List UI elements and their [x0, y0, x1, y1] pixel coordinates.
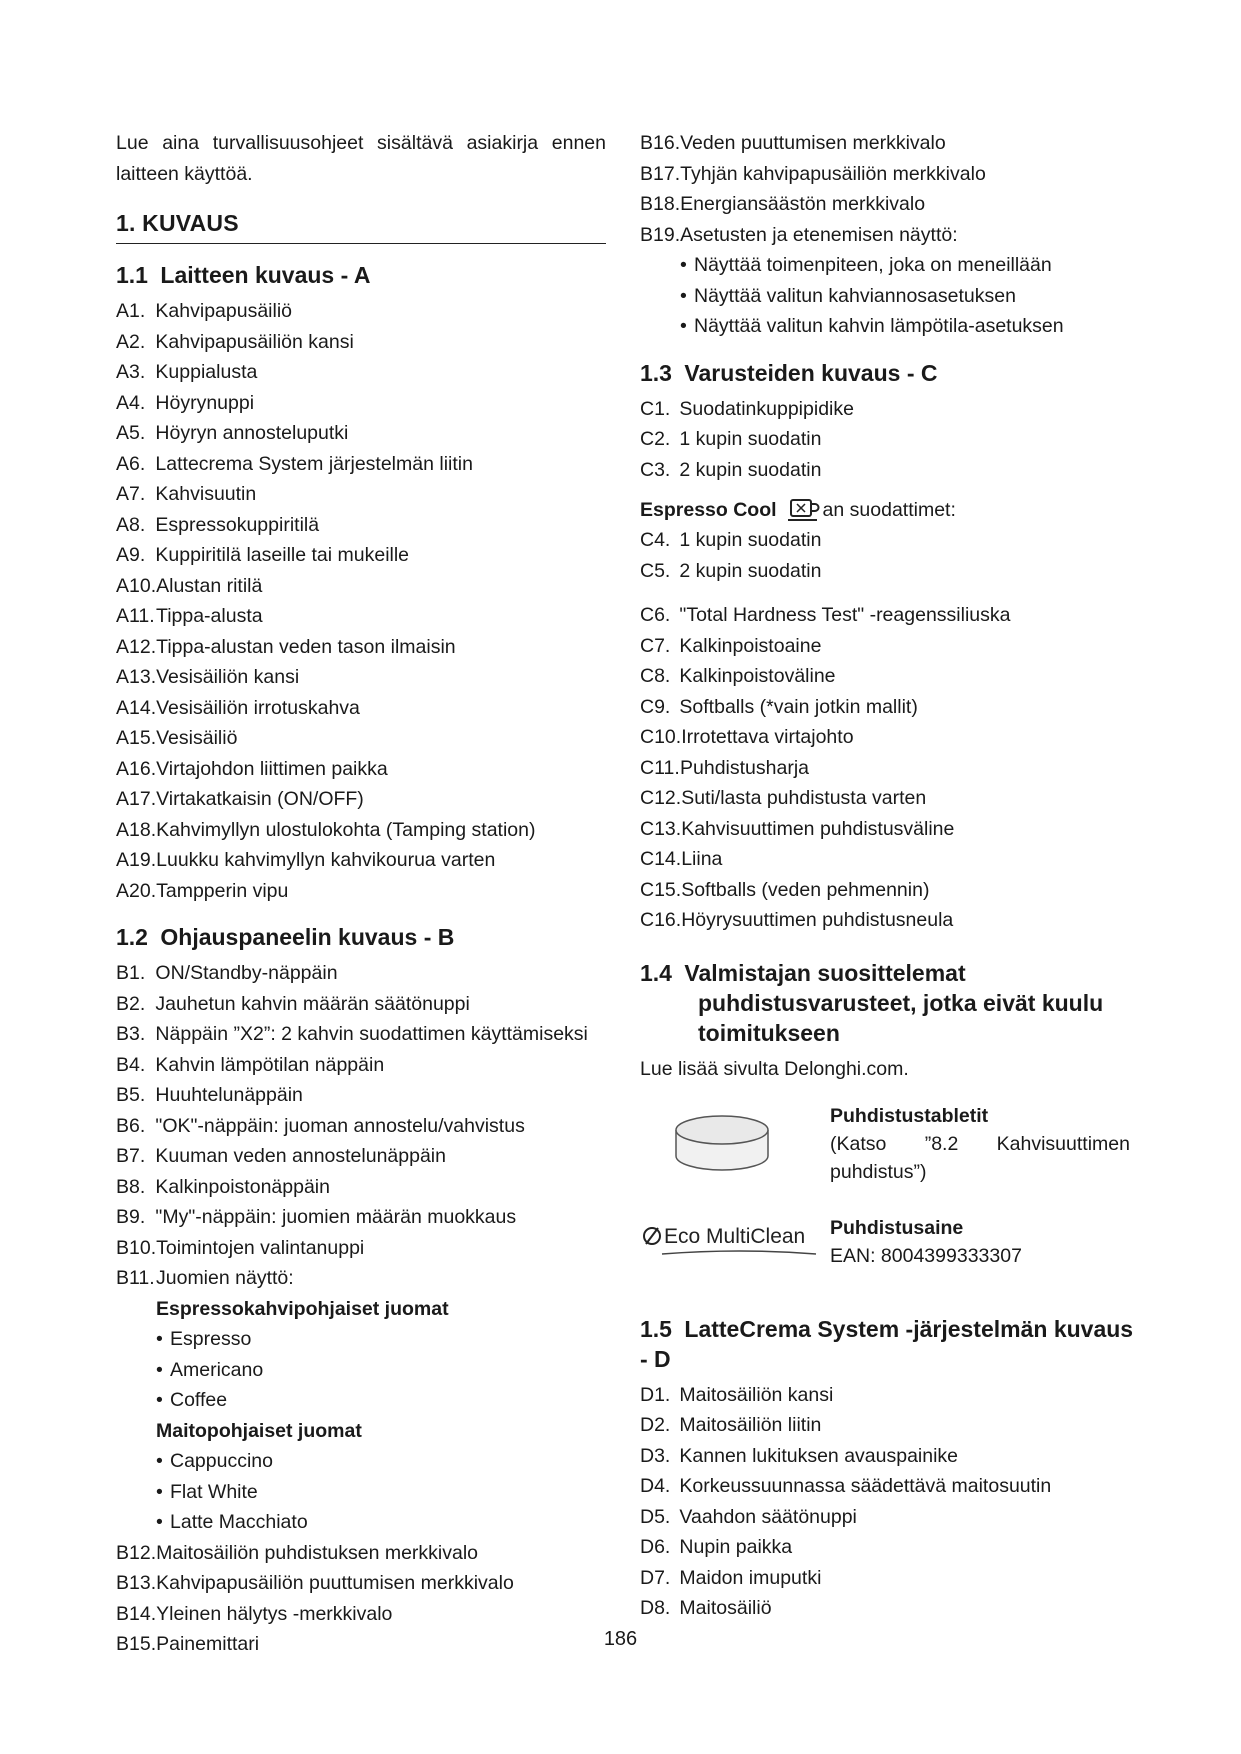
item-code: C7. — [640, 634, 671, 657]
item-code: B14. — [116, 1602, 157, 1625]
item-text: Espressokuppiritilä — [150, 513, 320, 536]
list-item — [116, 723, 606, 754]
list-item — [116, 693, 606, 724]
item-text: Suti/lasta puhdistusta varten — [681, 787, 927, 809]
item-text: Painemittari — [156, 1633, 260, 1655]
list-item — [640, 722, 1140, 753]
list-item — [640, 631, 1140, 662]
list-item — [116, 989, 606, 1020]
item-code: C1. — [640, 397, 671, 420]
accessories-list — [640, 394, 1140, 486]
item-text: Kalkinpoistoväline — [674, 665, 836, 687]
list-item — [640, 905, 1140, 936]
section-number: 1.1 — [116, 262, 148, 288]
tablet-title: Puhdistustabletit — [830, 1104, 989, 1127]
item-code: B11. — [116, 1267, 155, 1289]
item-text: Kalkinpoistonäppäin — [150, 1175, 330, 1198]
item-text: Irrotettava virtajohto — [681, 726, 854, 748]
list-item — [116, 1263, 606, 1294]
cleaning-agent-product — [640, 1214, 1140, 1274]
list-item — [116, 357, 606, 388]
bullet-icon: • — [156, 1358, 163, 1381]
item-code: D3. — [640, 1444, 671, 1467]
item-code: C11. — [640, 756, 680, 779]
bullet-item — [680, 281, 1140, 312]
espresso-cool-cup-icon — [787, 497, 821, 523]
item-text: Alustan ritilä — [156, 574, 263, 597]
section-number: 1.3 — [640, 359, 672, 386]
item-code: A10. — [116, 574, 157, 597]
bullet-icon: • — [680, 254, 687, 276]
item-code: A18. — [116, 818, 157, 841]
section-title: Varusteiden kuvaus - C — [684, 359, 938, 386]
bullet-item — [156, 1507, 606, 1538]
item-code: A14. — [116, 696, 157, 719]
item-code: A7. — [116, 483, 146, 505]
ref-part: (Katso — [830, 1132, 887, 1155]
list-item — [640, 1441, 1140, 1472]
item-code: A17. — [116, 788, 157, 810]
list-item — [640, 220, 1140, 251]
list-item — [640, 1563, 1140, 1594]
list-item — [640, 556, 1140, 587]
list-item — [116, 601, 606, 632]
item-text: Vesisäiliön kansi — [156, 666, 300, 688]
item-text: Suodatinkuppipidike — [674, 397, 854, 420]
item-code: A16. — [116, 757, 157, 780]
bullet-text: Flat White — [170, 1480, 258, 1503]
item-text: Luukku kahvimyllyn kahvikourua varten — [156, 849, 496, 871]
item-text: Höyrysuuttimen puhdistusneula — [681, 909, 954, 931]
item-code: C3. — [640, 458, 671, 481]
bullet-text: Espresso — [170, 1328, 252, 1350]
milk-drinks-heading: Maitopohjaiset juomat — [156, 1419, 362, 1442]
list-item — [116, 754, 606, 785]
bullet-item — [680, 250, 1140, 281]
list-item — [116, 571, 606, 602]
drinks-display-groups — [116, 1294, 606, 1538]
section-title-line-2: puhdistusvarusteet, jotka eivät kuulu — [698, 989, 1104, 1016]
section-number: 1.5 — [640, 1315, 672, 1342]
section-1-3-heading — [640, 358, 1140, 388]
cleaning-agent-text — [830, 1214, 1022, 1270]
list-item — [640, 600, 1140, 631]
list-item — [116, 296, 606, 327]
item-text: "My"-näppäin: juomien määrän muokkaus — [150, 1206, 517, 1228]
right-column — [640, 128, 1140, 1624]
bullet-text: Näyttää valitun kahvin lämpötila-asetuksen — [694, 315, 1064, 337]
item-code: B1. — [116, 962, 146, 984]
eco-multiclean-logo — [640, 1214, 830, 1274]
item-text: Maitosäiliön puhdistuksen merkkivalo — [156, 1541, 479, 1564]
item-code: A3. — [116, 361, 146, 383]
espresso-cool-line — [640, 495, 1140, 525]
item-code: C10. — [640, 726, 682, 748]
item-code: A11. — [116, 605, 155, 627]
bullet-icon: • — [156, 1328, 163, 1350]
list-item — [640, 394, 1140, 425]
milk-drinks-list — [156, 1446, 606, 1538]
item-code: A19. — [116, 849, 157, 871]
list-item — [116, 1568, 606, 1599]
item-text: Kalkinpoistoaine — [674, 634, 822, 657]
item-text: "OK"-näppäin: juoman annostelu/vahvistus — [150, 1114, 525, 1137]
item-text: Tippa-alustan veden tason ilmaisin — [156, 635, 456, 658]
item-code: B15. — [116, 1633, 157, 1655]
control-panel-list-continued-2 — [640, 128, 1140, 250]
espresso-cool-label: Espresso Cool — [640, 499, 777, 521]
list-item — [116, 876, 606, 907]
item-code: C13. — [640, 817, 682, 840]
list-item — [640, 128, 1140, 159]
item-text: 1 kupin suodatin — [674, 529, 822, 551]
item-code: B8. — [116, 1175, 146, 1198]
list-item — [116, 1141, 606, 1172]
tablet-text — [830, 1102, 1130, 1192]
list-item — [640, 783, 1140, 814]
item-text: Kuppialusta — [150, 361, 258, 383]
item-code: C12. — [640, 787, 682, 809]
list-item — [116, 388, 606, 419]
list-item — [640, 661, 1140, 692]
item-text: Höyryn annosteluputki — [150, 422, 349, 444]
item-text: Huuhtelunäppäin — [150, 1084, 303, 1106]
item-text: Puhdistusharja — [680, 756, 809, 779]
list-item — [116, 510, 606, 541]
list-item — [640, 814, 1140, 845]
list-item — [116, 479, 606, 510]
item-text: ON/Standby-näppäin — [150, 962, 338, 984]
bullet-icon: • — [680, 284, 687, 307]
item-code: B4. — [116, 1053, 146, 1076]
list-item — [640, 1380, 1140, 1411]
item-text: 1 kupin suodatin — [674, 428, 822, 450]
lattecrema-parts-list — [640, 1380, 1140, 1624]
item-text: Lattecrema System järjestelmän liitin — [150, 452, 473, 475]
item-code: B9. — [116, 1206, 146, 1228]
list-item — [116, 418, 606, 449]
item-text: Tyhjän kahvipapusäiliön merkkivalo — [680, 162, 986, 185]
bullet-item — [680, 311, 1140, 342]
item-code: B12. — [116, 1541, 157, 1564]
item-text: Softballs (*vain jotkin mallit) — [674, 695, 918, 718]
item-code: C9. — [640, 695, 671, 718]
bullet-icon: • — [680, 315, 687, 337]
item-text: Jauhetun kahvin määrän säätönuppi — [150, 992, 470, 1015]
item-code: D2. — [640, 1414, 671, 1436]
list-item — [116, 1599, 606, 1630]
list-item — [116, 327, 606, 358]
list-item — [116, 1172, 606, 1203]
section-title-line-1: Valmistajan suosittelemat — [684, 959, 966, 986]
intro-paragraph: Lue aina turvallisuusohjeet sisältävä asiakirja ennen laitteen käyttöä. — [116, 132, 606, 185]
list-item — [640, 692, 1140, 723]
item-text: Kahvipapusäiliö — [150, 300, 293, 322]
tablet-reference-end: puhdistus”) — [830, 1160, 927, 1183]
item-code: B5. — [116, 1084, 146, 1106]
item-code: B18. — [640, 193, 681, 215]
list-item — [640, 1532, 1140, 1563]
cleaner-ean: EAN: 8004399333307 — [830, 1244, 1022, 1267]
item-code: C6. — [640, 604, 671, 626]
item-text: "Total Hardness Test" -reagenssiliuska — [674, 604, 1011, 626]
item-code: A2. — [116, 330, 146, 353]
list-item — [640, 424, 1140, 455]
cleaner-title: Puhdistusaine — [830, 1216, 964, 1239]
item-text: Kannen lukituksen avauspainike — [674, 1444, 959, 1467]
item-code: A8. — [116, 513, 146, 536]
item-text: Juomien näyttö: — [156, 1267, 294, 1289]
list-item — [116, 1202, 606, 1233]
ref-part: ”8.2 — [924, 1132, 959, 1155]
list-item — [640, 189, 1140, 220]
section-title: Ohjauspaneelin kuvaus - B — [160, 924, 455, 950]
item-text: 2 kupin suodatin — [674, 458, 822, 481]
list-item — [640, 455, 1140, 486]
item-text: Kahvin lämpötilan näppäin — [150, 1053, 385, 1076]
list-item — [116, 1019, 606, 1050]
section-1-1-heading — [116, 260, 606, 290]
item-code: C8. — [640, 665, 671, 687]
bullet-item — [156, 1324, 606, 1355]
tablet-reference — [830, 1130, 1130, 1158]
tablet-image — [640, 1102, 830, 1192]
bullet-item — [156, 1446, 606, 1477]
section-1-4-heading — [640, 958, 1140, 1048]
bullet-icon: • — [156, 1511, 163, 1533]
item-code: D6. — [640, 1536, 671, 1558]
list-item — [640, 159, 1140, 190]
list-item — [116, 815, 606, 846]
bullet-icon: • — [156, 1480, 163, 1503]
list-item — [116, 784, 606, 815]
item-text: Kahvimyllyn ulostulokohta (Tamping station) — [156, 818, 536, 841]
control-panel-list — [116, 958, 606, 1294]
item-code: B6. — [116, 1114, 146, 1137]
item-code: B19. — [640, 223, 681, 246]
item-code: D8. — [640, 1597, 671, 1619]
item-code: B3. — [116, 1023, 146, 1045]
item-code: A6. — [116, 452, 146, 475]
item-code: B17. — [640, 162, 681, 185]
item-text: Asetusten ja etenemisen näyttö: — [680, 223, 958, 246]
left-column — [116, 128, 606, 1660]
list-item — [640, 525, 1140, 556]
list-item — [640, 1471, 1140, 1502]
item-text: Kahvipapusäiliön puuttumisen merkkivalo — [156, 1572, 514, 1594]
item-code: B16. — [640, 132, 681, 154]
item-text: Kahvisuuttimen puhdistusväline — [681, 817, 955, 840]
item-text: Maidon imuputki — [674, 1566, 822, 1589]
item-code: D7. — [640, 1566, 671, 1589]
item-text: Maitosäiliön liitin — [674, 1414, 822, 1436]
item-text: Kuuman veden annostelunäppäin — [150, 1145, 446, 1167]
list-item — [116, 1233, 606, 1264]
item-text: Kahvisuutin — [150, 483, 257, 505]
item-code: C4. — [640, 529, 671, 551]
section-1-2-heading — [116, 922, 606, 952]
item-code: A5. — [116, 422, 146, 444]
list-item — [640, 1593, 1140, 1624]
item-code: C15. — [640, 878, 682, 901]
item-code: A15. — [116, 727, 157, 749]
item-text: Yleinen hälytys -merkkivalo — [156, 1602, 393, 1625]
item-text: Höyrynuppi — [150, 391, 255, 414]
item-text: Tippa-alusta — [156, 605, 263, 627]
espresso-cool-filters-list — [640, 525, 1140, 586]
espresso-cool-suffix: an suodattimet: — [822, 499, 956, 521]
list-item — [640, 1502, 1140, 1533]
item-code: C16. — [640, 909, 682, 931]
item-text: Vaahdon säätönuppi — [674, 1505, 857, 1528]
item-code: A4. — [116, 391, 146, 414]
item-text: Nupin paikka — [674, 1536, 793, 1558]
bullet-text: Näyttää toimenpiteen, joka on meneillään — [694, 254, 1052, 276]
bullet-icon: • — [156, 1450, 163, 1472]
list-item — [116, 958, 606, 989]
device-parts-list — [116, 296, 606, 906]
item-text: Näppäin ”X2”: 2 kahvin suodattimen käyttämiseksi — [150, 1023, 588, 1045]
item-text: Korkeussuunnassa säädettävä maitosuutin — [674, 1475, 1052, 1497]
item-text: Virtakatkaisin (ON/OFF) — [156, 788, 364, 810]
espresso-drinks-heading: Espressokahvipohjaiset juomat — [156, 1297, 449, 1320]
list-item — [116, 1111, 606, 1142]
item-code: B13. — [116, 1572, 157, 1594]
item-text: Liina — [681, 848, 723, 870]
item-code: A12. — [116, 635, 157, 658]
list-item — [116, 1538, 606, 1569]
item-text: Tampperin vipu — [156, 879, 289, 902]
list-item — [640, 875, 1140, 906]
section-title-line-3: toimitukseen — [698, 1019, 840, 1046]
list-item — [116, 449, 606, 480]
list-item — [116, 845, 606, 876]
accessories-list-continued — [640, 600, 1140, 936]
bullet-text: Näyttää valitun kahviannosasetuksen — [694, 284, 1016, 307]
item-code: C14. — [640, 848, 682, 870]
item-code: B7. — [116, 1145, 146, 1167]
bullet-item — [156, 1477, 606, 1508]
item-text: Maitosäiliö — [674, 1597, 772, 1619]
item-text: 2 kupin suodatin — [674, 559, 822, 582]
item-text: Vesisäiliö — [156, 727, 238, 749]
bullet-item — [156, 1355, 606, 1386]
bullet-icon: • — [156, 1389, 163, 1411]
item-text: Virtajohdon liittimen paikka — [156, 757, 388, 780]
item-code: A20. — [116, 879, 157, 902]
item-text: Softballs (veden pehmennin) — [681, 878, 930, 901]
item-code: C2. — [640, 428, 671, 450]
list-item — [116, 632, 606, 663]
item-text: Veden puuttumisen merkkivalo — [680, 132, 946, 154]
bullet-text: Cappuccino — [170, 1450, 273, 1472]
item-code: D1. — [640, 1383, 671, 1406]
list-item — [116, 662, 606, 693]
bullet-item — [156, 1385, 606, 1416]
list-item — [116, 1050, 606, 1081]
b19-bullets — [640, 250, 1140, 342]
item-code: A9. — [116, 544, 146, 566]
item-code: C5. — [640, 559, 671, 582]
list-item — [116, 540, 606, 571]
list-item — [640, 753, 1140, 784]
ref-part: Kahvisuuttimen — [996, 1132, 1130, 1155]
item-text: Energiansäästön merkkivalo — [680, 193, 926, 215]
item-text: Kahvipapusäiliön kansi — [150, 330, 354, 353]
item-text: Maitosäiliön kansi — [674, 1383, 834, 1406]
item-code: B10. — [116, 1236, 157, 1259]
item-text: Kuppiritilä laseille tai mukeille — [150, 544, 410, 566]
espresso-drinks-list — [156, 1324, 606, 1416]
section-1-heading: 1. KUVAUS — [116, 210, 606, 244]
item-text: Toimintojen valintanuppi — [156, 1236, 365, 1259]
item-text: Vesisäiliön irrotuskahva — [156, 696, 360, 719]
section-title: LatteCrema System -järjestelmän kuvaus - D — [640, 1315, 1134, 1372]
page-number: 186 — [603, 1628, 638, 1650]
item-code: D4. — [640, 1475, 671, 1497]
cleaning-tablets-product — [640, 1102, 1140, 1192]
section-title: Laitteen kuvaus - A — [160, 262, 371, 288]
item-code: D5. — [640, 1505, 671, 1528]
item-code: A1. — [116, 300, 146, 322]
bullet-text: Latte Macchiato — [170, 1511, 308, 1533]
list-item — [116, 1080, 606, 1111]
item-code: B2. — [116, 992, 146, 1015]
more-info-note: Lue lisää sivulta Delonghi.com. — [640, 1057, 909, 1080]
list-item — [640, 844, 1140, 875]
list-item — [640, 1410, 1140, 1441]
section-number: 1.2 — [116, 924, 148, 950]
eco-logo-text: Eco MultiClean — [664, 1224, 806, 1248]
bullet-text: Americano — [170, 1358, 264, 1381]
section-number: 1.4 — [640, 959, 672, 986]
item-code: A13. — [116, 666, 157, 688]
section-1-5-heading — [640, 1314, 1140, 1374]
bullet-text: Coffee — [170, 1389, 228, 1411]
